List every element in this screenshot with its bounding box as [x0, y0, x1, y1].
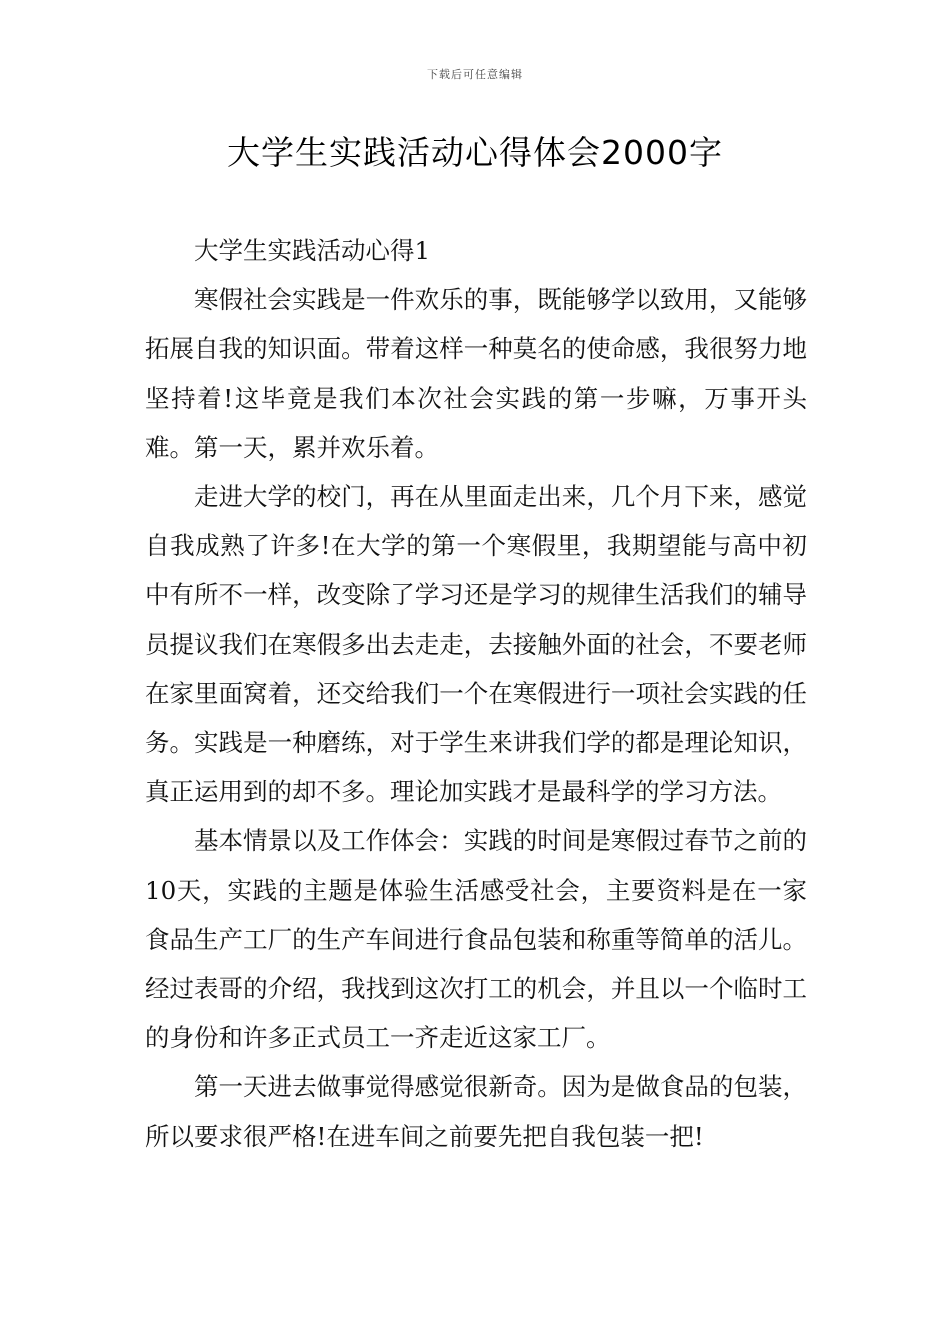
- paragraph: 第一天进去做事觉得感觉很新奇。因为是做食品的包装，所以要求很严格!在进车间之前要先把自我包装一把!: [145, 1072, 807, 1151]
- paragraph: 基本情景以及工作体会：实践的时间是寒假过春节之前的10天，实践的主题是体验生活感受社会，主要资料是在一家食品生产工厂的生产车间进行食品包装和称重等简单的活儿。经过表哥的介绍，我找到这次打工的机会，并且以一个临时工的身份和许多正式员工一齐走近这家工厂。: [145, 826, 807, 1053]
- paragraph: 走进大学的校门，再在从里面走出来，几个月下来，感觉自我成熟了许多!在大学的第一个寒假里，我期望能与高中初中有所不一样，改变除了学习还是学习的规律生活我们的辅导员提议我们在寒假多出去走走，去接触外面的社会，不要老师在家里面窝着，还交给我们一个在寒假进行一项社会实践的任务。实践是一种磨练，对于学生来讲我们学的都是理论知识，真正运用到的却不多。理论加实践才是最科学的学习方法。: [145, 482, 807, 807]
- section-heading: 大学生实践活动心得1: [194, 236, 431, 265]
- paragraph: 寒假社会实践是一件欢乐的事，既能够学以致用，又能够拓展自我的知识面。带着这样一种莫名的使命感，我很努力地坚持着!这毕竟是我们本次社会实践的第一步嘛，万事开头难。第一天，累并欢乐着。: [145, 285, 807, 462]
- header-note: 下载后可任意编辑: [427, 68, 523, 81]
- document-title: 大学生实践活动心得体会2000字: [227, 133, 723, 172]
- document-body: [145, 226, 807, 1161]
